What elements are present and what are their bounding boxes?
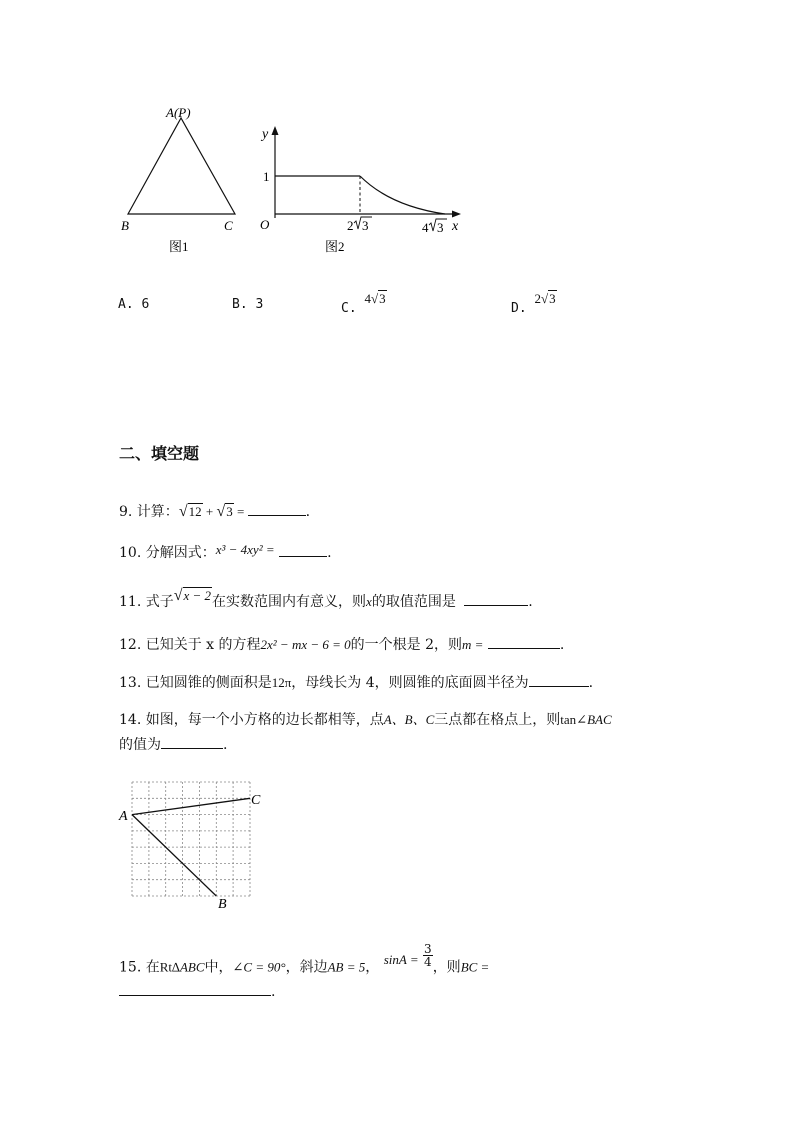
radical-sign: √ <box>178 503 188 520</box>
q15-sin: sinA = <box>383 951 419 967</box>
q13-area: 12π <box>271 675 292 690</box>
q10-answer-blank[interactable] <box>279 543 327 557</box>
q15-hyp: ，斜边 <box>285 959 328 976</box>
q12-var: m = <box>462 637 484 652</box>
segment-ac <box>132 798 250 814</box>
figure-2-graph <box>250 118 480 258</box>
option-b[interactable]: B. 3 <box>232 297 264 312</box>
q11-radical <box>174 588 212 603</box>
q15-comma: ， <box>365 959 380 976</box>
option-a[interactable]: A. 6 <box>118 297 150 312</box>
q13-answer-blank[interactable] <box>529 673 589 687</box>
option-d-rad: 3 <box>549 291 556 306</box>
q15-then: ，则 <box>432 959 461 976</box>
segment-ab <box>132 815 216 896</box>
q11-number: 11. 式子 <box>119 594 174 610</box>
origin-label: O <box>260 217 270 232</box>
figure-2-caption: 图2 <box>325 239 345 254</box>
q15-tri: ABC <box>179 959 205 975</box>
q15-answer-blank[interactable] <box>119 982 271 996</box>
label-a-p: A(P) <box>166 105 191 120</box>
radical-sign: √ <box>540 291 549 306</box>
q9-rad1: 12 <box>188 504 202 519</box>
q15-bc: BC = <box>460 959 490 975</box>
q11-end: . <box>528 594 533 610</box>
y-axis-label: y <box>262 127 269 142</box>
q13-end: . <box>588 675 594 691</box>
q12-number: 12. 已知关于 x 的方程 <box>119 637 261 653</box>
option-d-value <box>534 291 556 306</box>
q9-answer-blank[interactable] <box>248 502 306 516</box>
q11-answer-blank[interactable] <box>464 592 528 606</box>
y-tick-label: 1 <box>263 169 270 184</box>
x-axis-label: x <box>452 219 459 234</box>
section-title: 二、填空题 <box>119 444 200 463</box>
q9-plus: + <box>202 504 217 519</box>
q9-rad2: 3 <box>226 504 233 519</box>
grid-label-a: A <box>119 809 128 824</box>
q15-ab: AB = 5 <box>327 959 366 975</box>
q14-line1: 14. 如图，每一个小方格的边长都相等，点 <box>119 712 384 728</box>
graph-curve <box>360 176 445 214</box>
triangle-abc <box>128 118 235 214</box>
q15-end: . <box>271 984 276 1000</box>
question-15-line-2 <box>119 982 275 1001</box>
radical-sign: √ <box>370 291 379 306</box>
q11-text: 在实数范围内有意义，则 <box>212 594 367 610</box>
q11-text2: 的取值范围是 <box>371 594 456 610</box>
question-14-line-2 <box>119 735 227 754</box>
q14-line1b: 三点都在格点上，则 <box>434 712 561 728</box>
option-d-coef: 2 <box>534 291 541 306</box>
q12-answer-blank[interactable] <box>488 635 560 649</box>
radical-sign: √ <box>173 587 183 604</box>
radical-sign: √ <box>216 503 226 520</box>
q15-fraction <box>423 943 433 968</box>
option-c-rad: 3 <box>379 291 386 306</box>
option-c-value <box>364 291 386 306</box>
q15-frac-num: 3 <box>424 942 432 956</box>
q9-number: 9. 计算： <box>119 504 179 520</box>
figure-1-caption: 图1 <box>169 239 189 254</box>
option-d[interactable] <box>511 291 557 316</box>
figure-grid <box>110 770 280 915</box>
q14-line2: 的值为 <box>119 737 161 753</box>
q13-number: 13. 已知圆锥的侧面积是 <box>119 675 272 691</box>
label-c: C <box>224 218 233 233</box>
question-13 <box>119 673 593 692</box>
question-9 <box>119 502 310 521</box>
q15-number: 15. 在 <box>119 959 160 976</box>
option-c-prefix: C. <box>341 301 357 316</box>
x-axis-arrow <box>452 211 461 218</box>
option-c[interactable] <box>341 291 387 316</box>
q14-answer-blank[interactable] <box>161 735 223 749</box>
q9-eq: = <box>233 504 248 519</box>
q10-number: 10. 分解因式： <box>119 545 216 561</box>
y-axis-arrow <box>272 126 279 135</box>
q9-end: . <box>305 504 311 520</box>
x-tick-2-coef: 4 <box>422 220 429 235</box>
q10-expr: x³ − 4xy² = <box>215 542 275 557</box>
q15-zhong: 中， <box>204 959 233 976</box>
q11-var: x <box>366 594 372 609</box>
x-tick-1-coef: 2 <box>347 218 354 233</box>
question-11 <box>119 587 533 611</box>
x-tick-1-rad: 3 <box>362 218 369 233</box>
q12-expr: 2x² − mx − 6 = 0 <box>260 637 351 652</box>
q14-tan: tan∠ <box>560 712 588 727</box>
x-tick-2-rad: 3 <box>437 220 444 235</box>
q12-text: 的一个根是 2，则 <box>350 637 463 653</box>
grid-lines <box>132 782 250 896</box>
option-c-coef: 4 <box>364 291 371 306</box>
grid-label-c: C <box>251 793 261 808</box>
question-14-line-1 <box>119 711 612 729</box>
label-b: B <box>121 218 129 233</box>
q9-expr <box>179 504 248 519</box>
q14-end: . <box>223 737 228 753</box>
q10-end: . <box>327 545 332 561</box>
q15-frac-den: 4 <box>424 955 432 969</box>
grid-label-b: B <box>218 897 227 912</box>
q14-angle: BAC <box>587 712 612 727</box>
option-d-prefix: D. <box>511 301 527 316</box>
q12-end: . <box>559 637 565 653</box>
q15-rt: Rt∆ <box>159 959 180 975</box>
question-10 <box>119 543 332 562</box>
question-12 <box>119 635 564 654</box>
figure-1-triangle <box>110 100 250 260</box>
q11-rad: x − 2 <box>183 588 212 603</box>
q15-angle: ∠C = 90° <box>232 959 286 975</box>
q14-points: A、B、C <box>383 712 435 727</box>
q13-text: ，母线长为 4，则圆锥的底面圆半径为 <box>291 675 529 691</box>
question-15 <box>119 942 490 980</box>
